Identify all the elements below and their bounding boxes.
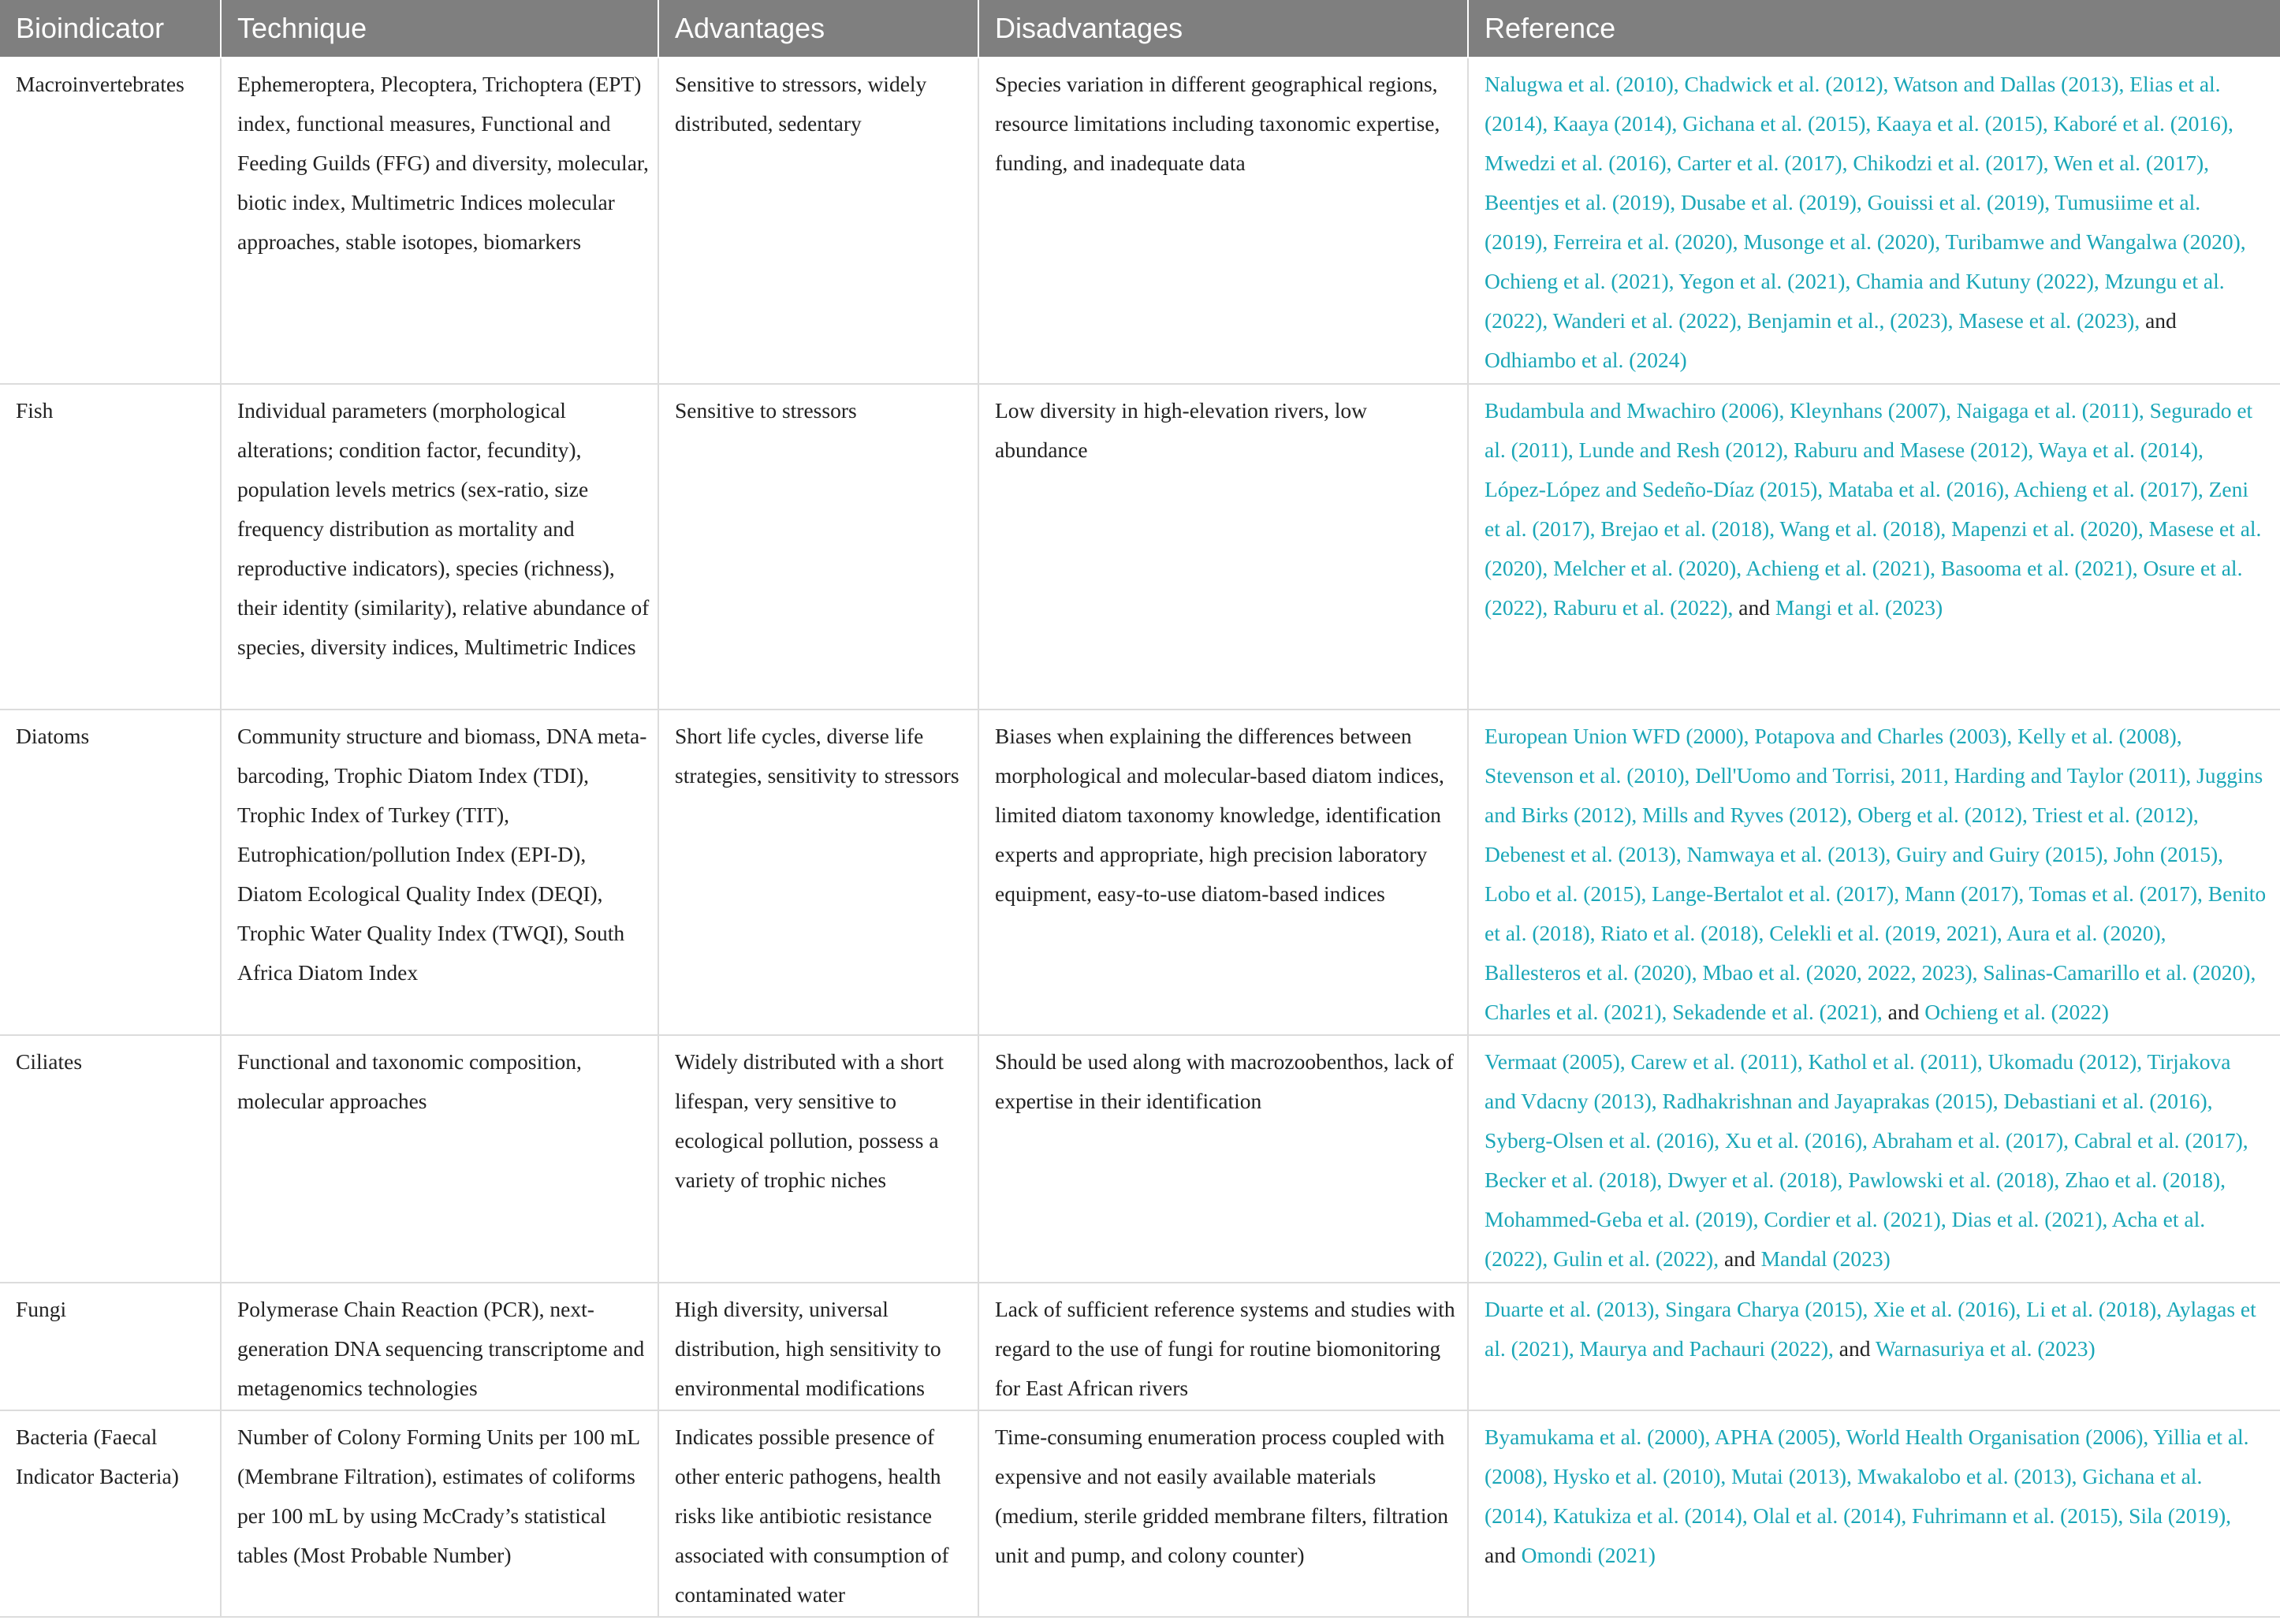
table-row bbox=[0, 710, 2280, 1035]
header-bioindicator: Bioindicator bbox=[0, 0, 221, 58]
cell-advantages: Indicates possible presence of other enteric pathogens, health risks like antibiotic resistance associated with consumption of contaminated water bbox=[658, 1410, 978, 1617]
cell-bioindicator: Diatoms bbox=[0, 710, 221, 1035]
reference-links[interactable]: Nalugwa et al. (2010), Chadwick et al. (2012), Watson and Dallas (2013), Elias et al. (2014), Kaaya (2014), Gichana et al. (2015), Kaaya et al. (2015), Kaboré et al. (2016), Mwedzi et al. (2016), Carter et al. (2017), Chikodzi et al. (2017), Wen et al. (2017), Beentjes et al. (2019), Dusabe et al. (2019), Gouissi et al. (2019), Tumusiime et al. (2019), Ferreira et al. (2020), Musonge et al. (2020), Turibamwe and Wangalwa (2020), Ochieng et al. (2021), Yegon et al. (2021), Chamia and Kutuny (2022), Mzungu et al. (2022), Wanderi et al. (2022), Benjamin et al., (2023), Masese et al. (2023), bbox=[1485, 72, 2246, 333]
table-header bbox=[0, 0, 2280, 58]
cell-technique: Individual parameters (morphological alterations; condition factor, fecundity), population levels metrics (sex-ratio, size frequency distribution as mortality and reproductive indicators), species (richness), their identity (similarity), relative abundance of species, diversity indices, Multimetric Indices bbox=[221, 384, 658, 710]
cell-technique: Functional and taxonomic composition, molecular approaches bbox=[221, 1035, 658, 1283]
cell-technique: Number of Colony Forming Units per 100 mL (Membrane Filtration), estimates of coliforms per 100 mL by using McCrady’s statistical tables (Most Probable Number) bbox=[221, 1410, 658, 1617]
table-row bbox=[0, 1035, 2280, 1283]
table-row bbox=[0, 58, 2280, 384]
cell-technique: Polymerase Chain Reaction (PCR), next-generation DNA sequencing transcriptome and metagenomics technologies bbox=[221, 1283, 658, 1410]
reference-links[interactable]: Budambula and Mwachiro (2006), Kleynhans (2007), Naigaga et al. (2011), Segurado et al. (2011), Lunde and Resh (2012), Raburu and Masese (2012), Waya et al. (2014), López-López and Sedeño-Díaz (2015), Mataba et al. (2016), Achieng et al. (2017), Zeni et al. (2017), Brejao et al. (2018), Wang et al. (2018), Mapenzi et al. (2020), Masese et al. (2020), Melcher et al. (2020), Achieng et al. (2021), Basooma et al. (2021), Osure et al. (2022), Raburu et al. (2022), bbox=[1485, 398, 2262, 620]
cell-reference bbox=[1468, 1410, 2280, 1617]
reference-link-last[interactable]: Ochieng et al. (2022) bbox=[1924, 1000, 2109, 1024]
reference-link-last[interactable]: Warnasuriya et al. (2023) bbox=[1875, 1336, 2096, 1361]
table-row bbox=[0, 1410, 2280, 1617]
reference-link-last[interactable]: Odhiambo et al. (2024) bbox=[1485, 348, 1687, 372]
reference-and: and bbox=[1719, 1246, 1761, 1271]
reference-links[interactable]: Vermaat (2005), Carew et al. (2011), Kathol et al. (2011), Ukomadu (2012), Tirjakova and Vdacny (2013), Radhakrishnan and Jayaprakas (2015), Debastiani et al. (2016), Syberg-Olsen et al. (2016), Xu et al. (2016), Abraham et al. (2017), Cabral et al. (2017), Becker et al. (2018), Dwyer et al. (2018), Pawlowski et al. (2018), Zhao et al. (2018), Mohammed-Geba et al. (2019), Cordier et al. (2021), Dias et al. (2021), Acha et al. (2022), Gulin et al. (2022), bbox=[1485, 1049, 2248, 1271]
cell-bioindicator: Fungi bbox=[0, 1283, 221, 1410]
cell-bioindicator: Bacteria (Faecal Indicator Bacteria) bbox=[0, 1410, 221, 1617]
header-reference: Reference bbox=[1468, 0, 2280, 58]
cell-bioindicator: Fish bbox=[0, 384, 221, 710]
reference-and: and bbox=[1733, 595, 1775, 620]
reference-links[interactable]: European Union WFD (2000), Potapova and Charles (2003), Kelly et al. (2008), Stevenson et al. (2010), Dell'Uomo and Torrisi, 2011, Harding and Taylor (2011), Juggins and Birks (2012), Mills and Ryves (2012), Oberg et al. (2012), Triest et al. (2012), Debenest et al. (2013), Namwaya et al. (2013), Guiry and Guiry (2015), John (2015), Lobo et al. (2015), Lange-Bertalot et al. (2017), Mann (2017), Tomas et al. (2017), Benito et al. (2018), Riato et al. (2018), Celekli et al. (2019, 2021), Aura et al. (2020), Ballesteros et al. (2020), Mbao et al. (2020, 2022, 2023), Salinas-Camarillo et al. (2020), Charles et al. (2021), Sekadende et al. (2021), bbox=[1485, 724, 2267, 1024]
cell-reference bbox=[1468, 710, 2280, 1035]
reference-and: and bbox=[1485, 1543, 1522, 1567]
cell-reference bbox=[1468, 384, 2280, 710]
table-row bbox=[0, 1283, 2280, 1410]
cell-disadvantages: Low diversity in high-elevation rivers, low abundance bbox=[978, 384, 1468, 710]
table-row bbox=[0, 384, 2280, 710]
cell-disadvantages: Should be used along with macrozoobenthos, lack of expertise in their identification bbox=[978, 1035, 1468, 1283]
cell-bioindicator: Ciliates bbox=[0, 1035, 221, 1283]
cell-disadvantages: Time-consuming enumeration process coupled with expensive and not easily available materials (medium, sterile gridded membrane filters, filtration unit and pump, and colony counter) bbox=[978, 1410, 1468, 1617]
cell-reference bbox=[1468, 1035, 2280, 1283]
cell-advantages: Short life cycles, diverse life strategies, sensitivity to stressors bbox=[658, 710, 978, 1035]
header-advantages: Advantages bbox=[658, 0, 978, 58]
reference-link-last[interactable]: Mandal (2023) bbox=[1760, 1246, 1891, 1271]
cell-advantages: Widely distributed with a short lifespan, very sensitive to ecological pollution, possess a variety of trophic niches bbox=[658, 1035, 978, 1283]
cell-reference bbox=[1468, 1283, 2280, 1410]
cell-advantages: Sensitive to stressors, widely distributed, sedentary bbox=[658, 58, 978, 384]
cell-advantages: High diversity, universal distribution, high sensitivity to environmental modifications bbox=[658, 1283, 978, 1410]
reference-link-last[interactable]: Omondi (2021) bbox=[1521, 1543, 1656, 1567]
cell-bioindicator: Macroinvertebrates bbox=[0, 58, 221, 384]
reference-and: and bbox=[2140, 308, 2177, 333]
header-technique: Technique bbox=[221, 0, 658, 58]
reference-and: and bbox=[1882, 1000, 1925, 1024]
cell-disadvantages: Lack of sufficient reference systems and studies with regard to the use of fungi for routine biomonitoring for East African rivers bbox=[978, 1283, 1468, 1410]
header-row bbox=[0, 0, 2280, 58]
cell-disadvantages: Species variation in different geographical regions, resource limitations including taxonomic expertise, funding, and inadequate data bbox=[978, 58, 1468, 384]
table-body bbox=[0, 58, 2280, 1617]
reference-link-last[interactable]: Mangi et al. (2023) bbox=[1775, 595, 1943, 620]
cell-technique: Ephemeroptera, Plecoptera, Trichoptera (EPT) index, functional measures, Functional and Feeding Guilds (FFG) and diversity, molecular, biotic index, Multimetric Indices molecular approaches, stable isotopes, biomarkers bbox=[221, 58, 658, 384]
cell-advantages: Sensitive to stressors bbox=[658, 384, 978, 710]
cell-technique: Community structure and biomass, DNA meta-barcoding, Trophic Diatom Index (TDI), Trophic Index of Turkey (TIT), Eutrophication/pollution Index (EPI-D), Diatom Ecological Quality Index (DEQI), Trophic Water Quality Index (TWQI), South Africa Diatom Index bbox=[221, 710, 658, 1035]
reference-links[interactable]: Duarte et al. (2013), Singara Charya (2015), Xie et al. (2016), Li et al. (2018), Aylagas et al. (2021), Maurya and Pachauri (2022), bbox=[1485, 1297, 2256, 1361]
header-disadvantages: Disadvantages bbox=[978, 0, 1468, 58]
cell-disadvantages: Biases when explaining the differences between morphological and molecular-based diatom indices, limited diatom taxonomy knowledge, identification experts and appropriate, high precision laboratory equipment, easy-to-use diatom-based indices bbox=[978, 710, 1468, 1035]
reference-and: and bbox=[1833, 1336, 1876, 1361]
reference-links[interactable]: Byamukama et al. (2000), APHA (2005), World Health Organisation (2006), Yillia et al. (2008), Hysko et al. (2010), Mutai (2013), Mwakalobo et al. (2013), Gichana et al. (2014), Katukiza et al. (2014), Olal et al. (2014), Fuhrimann et al. (2015), Sila (2019), bbox=[1485, 1425, 2249, 1528]
cell-reference bbox=[1468, 58, 2280, 384]
